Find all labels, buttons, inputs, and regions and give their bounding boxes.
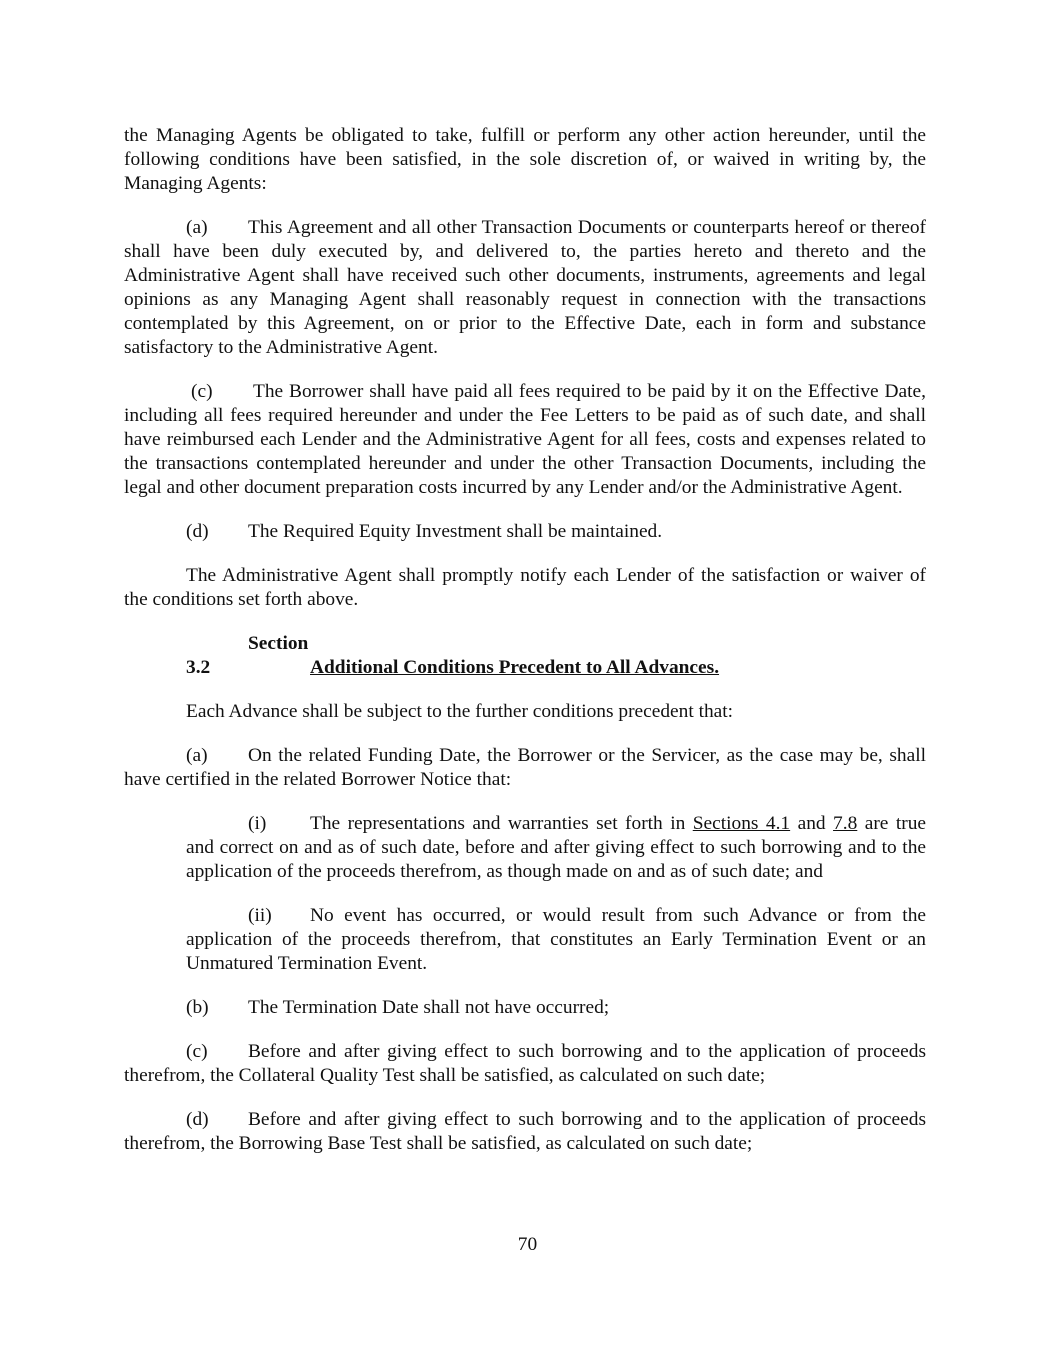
advance-c-label: (c) xyxy=(186,1041,208,1062)
section-number: Section 3.2 xyxy=(186,633,309,678)
condition-d-label: (d) xyxy=(186,521,209,542)
advance-a-label: (a) xyxy=(186,745,208,766)
page-body xyxy=(124,124,926,1156)
condition-c-label: (c) xyxy=(191,381,213,402)
condition-c xyxy=(124,380,926,500)
condition-a xyxy=(124,216,926,360)
advance-a-i-text-before: The representations and warranties set forth in xyxy=(310,813,693,834)
section-title: Additional Conditions Precedent to All Advances. xyxy=(310,657,720,678)
condition-d xyxy=(124,520,926,544)
advance-d-label: (d) xyxy=(186,1109,209,1130)
condition-d-text: The Required Equity Investment shall be maintained. xyxy=(248,521,663,542)
advance-intro: Each Advance shall be subject to the further conditions precedent that: xyxy=(186,701,734,722)
advance-a-i-text-mid: and xyxy=(790,813,834,834)
intro-paragraph: the Managing Agents be obligated to take, fulfill or perform any other action hereunder, until the following conditions have been satisfied, in the sole discretion of, or waived in writing by, the Managing Agents: xyxy=(124,125,926,194)
advance-a-i-text-after: are true and correct on and as of such date, before and after giving effect to such borrowing and to the application of the proceeds therefrom, as though made on and as of such date; and xyxy=(186,813,927,882)
advance-d-text: Before and after giving effect to such borrowing and to the application of proceeds therefrom, the Borrowing Base Test shall be satisfied, as calculated on such date; xyxy=(124,1109,926,1154)
page-number: 70 xyxy=(517,1234,538,1255)
condition-c-text: The Borrower shall have paid all fees required to be paid by it on the Effective Date, including all fees required hereunder and under the Fee Letters to be paid as of such date, and shall have reimbursed each Lender and the Administrative Agent for all fees, costs and expenses related to the transactions contemplated hereunder and under the other Transaction Documents, including the legal and other document preparation costs incurred by any Lender and/or the Administrative Agent. xyxy=(124,381,926,498)
advance-a-text: On the related Funding Date, the Borrower or the Servicer, as the case may be, shall have certified in the related Borrower Notice that: xyxy=(124,745,926,790)
sections-4-1-reference: Sections 4.1 xyxy=(692,813,791,834)
advance-c-text: Before and after giving effect to such borrowing and to the application of proceeds therefrom, the Collateral Quality Test shall be satisfied, as calculated on such date; xyxy=(124,1041,926,1086)
condition-a-text: This Agreement and all other Transaction Documents or counterparts hereof or thereof shall have been duly executed by, and delivered to, the parties hereto and thereto and the Administrative Agent shall have received such other documents, instruments, agreements and legal opinions as any Managing Agent shall reasonably request in connection with the transactions contemplated by this Agreement, on or prior to the Effective Date, each in form and substance satisfactory to the Administrative Agent. xyxy=(124,217,926,358)
advance-a-ii-label: (ii) xyxy=(248,905,272,926)
advance-a xyxy=(124,744,926,792)
advance-b-label: (b) xyxy=(186,997,209,1018)
notify-paragraph: The Administrative Agent shall promptly notify each Lender of the satisfaction or waiver of the conditions set forth above. xyxy=(124,565,926,610)
advance-b xyxy=(124,996,926,1020)
condition-a-label: (a) xyxy=(186,217,208,238)
advance-a-i-label: (i) xyxy=(248,813,267,834)
advance-b-text: The Termination Date shall not have occurred; xyxy=(248,997,610,1018)
section-7-8-reference: 7.8 xyxy=(833,813,858,834)
advance-c xyxy=(124,1040,926,1088)
advance-d xyxy=(124,1108,926,1156)
section-heading xyxy=(124,632,926,680)
advance-a-ii-text: No event has occurred, or would result from such Advance or from the application of the proceeds therefrom, that constitutes an Early Termination Event or an Unmatured Termination Event. xyxy=(186,905,926,974)
advance-a-ii xyxy=(124,904,926,976)
advance-a-i xyxy=(124,812,926,884)
